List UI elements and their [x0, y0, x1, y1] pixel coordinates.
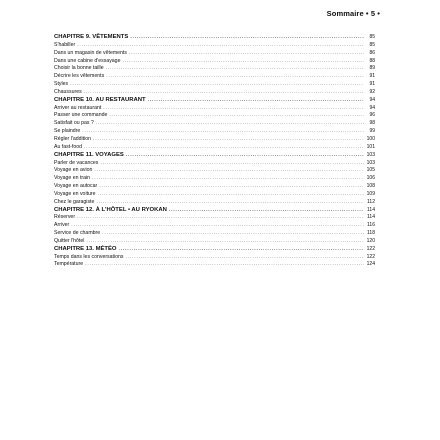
toc-entry-title: Voyage en voiture — [54, 190, 96, 197]
toc-page-number: 108 — [366, 183, 375, 190]
toc-page-number: 124 — [366, 261, 375, 268]
dot-leader — [129, 50, 364, 58]
toc-page-number: 118 — [367, 230, 375, 237]
toc-page-number: 103 — [366, 159, 375, 166]
dot-leader — [122, 58, 364, 66]
dot-leader — [96, 120, 364, 128]
toc-page-number: 106 — [366, 175, 375, 182]
toc-page-number: 109 — [366, 190, 375, 197]
running-header: Sommaire • 5 • — [326, 9, 380, 18]
toc-page-number: 91 — [369, 81, 375, 88]
dot-leader — [70, 81, 364, 89]
toc-entry-title: Voyage en train — [54, 175, 91, 182]
toc-entry-title: Régler l'addition — [54, 135, 92, 142]
toc-entry-title: CHAPITRE 13. MÉTÉO — [54, 245, 117, 252]
toc-entry — [54, 199, 375, 207]
toc-page-number: 88 — [369, 57, 375, 64]
dot-leader — [100, 160, 364, 168]
toc-entry-title: Voyage en avion — [54, 167, 93, 174]
toc-chapter-heading — [54, 34, 375, 42]
toc-page-number: 85 — [369, 34, 375, 40]
toc-page-number: 101 — [366, 143, 375, 150]
dot-leader — [93, 136, 364, 144]
toc-entry — [54, 136, 375, 144]
toc-page-number: 116 — [367, 222, 375, 229]
toc-page-number: 85 — [369, 41, 375, 48]
dot-leader — [148, 97, 364, 105]
toc-entry-title: Satisfait ou pas ? — [54, 120, 94, 127]
toc-page-number: 105 — [366, 167, 375, 174]
toc-chapter-heading — [54, 207, 375, 215]
dot-leader — [103, 105, 364, 113]
toc-entry — [54, 73, 375, 81]
toc-chapter-heading — [54, 97, 375, 105]
toc-page-number: 120 — [366, 237, 375, 244]
toc-page-number: 99 — [369, 128, 375, 135]
dot-leader — [77, 42, 364, 50]
dot-leader — [130, 34, 364, 42]
toc-entry-title: Voyage en autocar — [54, 183, 98, 190]
toc-entry — [54, 128, 375, 136]
dot-leader — [106, 73, 364, 81]
toc-entry-title: CHAPITRE 9. VÊTEMENTS — [54, 34, 129, 40]
toc-entry-title: Service de chambre — [54, 230, 101, 237]
toc-entry-title: CHAPITRE 11. VOYAGES — [54, 151, 124, 158]
toc-entry — [54, 42, 375, 50]
toc-entry-title: Choisir la bonne taille — [54, 65, 104, 72]
toc-entry-title: Au fast-food — [54, 143, 82, 150]
toc-page-number: 114 — [367, 214, 375, 221]
toc-page-number: 91 — [369, 73, 375, 80]
toc-entry-title: CHAPITRE 12. À L'HÔTEL • AU RYOKAN — [54, 206, 167, 213]
toc-entry — [54, 50, 375, 58]
dot-leader — [102, 230, 364, 238]
table-of-contents — [54, 34, 375, 269]
toc-entry — [54, 58, 375, 66]
toc-chapter-heading — [54, 152, 375, 160]
dot-leader — [126, 254, 365, 262]
dot-leader — [126, 152, 364, 160]
toc-entry-title: Passer une commande — [54, 112, 108, 119]
toc-page-number: 96 — [369, 112, 375, 119]
dot-leader — [77, 214, 364, 222]
toc-page-number: 103 — [366, 151, 375, 158]
toc-entry — [54, 175, 375, 183]
dot-leader — [106, 65, 364, 73]
toc-entry-title: Parler de vacances — [54, 159, 99, 166]
toc-page-number: 89 — [369, 65, 375, 72]
toc-entry — [54, 65, 375, 73]
dot-leader — [119, 246, 364, 254]
dot-leader — [84, 144, 364, 152]
toc-page-number: 94 — [369, 104, 375, 111]
toc-page-number: 100 — [366, 135, 375, 142]
dot-leader — [92, 175, 364, 183]
toc-entry-title: Arriver au restaurant — [54, 104, 102, 111]
toc-chapter-heading — [54, 246, 375, 254]
toc-entry — [54, 222, 375, 230]
toc-page-number: 86 — [369, 49, 375, 56]
toc-entry — [54, 89, 375, 97]
toc-entry — [54, 238, 375, 246]
toc-entry-title: Décrire les vêtements — [54, 73, 105, 80]
toc-entry — [54, 183, 375, 191]
toc-entry-title: Quitter l'hôtel — [54, 237, 85, 244]
toc-entry — [54, 112, 375, 120]
toc-entry-title: Chaussures — [54, 88, 82, 95]
toc-entry — [54, 160, 375, 168]
toc-entry — [54, 167, 375, 175]
toc-entry-title: Dans une cabine d'essayage — [54, 57, 121, 64]
toc-entry-title: Arriver — [54, 222, 70, 229]
dot-leader — [85, 261, 364, 269]
toc-entry-title: Styles — [54, 81, 69, 88]
toc-entry-title: Se plaindre — [54, 128, 81, 135]
toc-entry-title: Chez le garagiste — [54, 198, 95, 205]
toc-page-number: 114 — [367, 206, 375, 213]
toc-page-number: 98 — [369, 120, 375, 127]
toc-entry — [54, 144, 375, 152]
toc-entry — [54, 191, 375, 199]
dot-leader — [71, 222, 364, 230]
dot-leader — [169, 207, 364, 215]
dot-leader — [99, 183, 364, 191]
toc-page-number: 92 — [369, 88, 375, 95]
toc-entry-title: CHAPITRE 10. AU RESTAURANT — [54, 96, 146, 103]
toc-entry — [54, 105, 375, 113]
toc-entry — [54, 214, 375, 222]
toc-entry-title: Réserver — [54, 214, 76, 221]
dot-leader — [82, 128, 364, 136]
toc-entry — [54, 120, 375, 128]
toc-entry-title: S'habiller — [54, 41, 76, 48]
toc-entry-title: Dans un magasin de vêtements — [54, 49, 127, 56]
dot-leader — [86, 238, 364, 246]
toc-entry — [54, 254, 375, 262]
toc-page-number: 122 — [366, 245, 375, 252]
dot-leader — [98, 191, 364, 199]
toc-entry — [54, 261, 375, 269]
toc-entry — [54, 230, 375, 238]
dot-leader — [109, 112, 364, 120]
toc-page-number: 112 — [367, 198, 375, 205]
dot-leader — [84, 89, 364, 97]
toc-page-number: 94 — [369, 96, 375, 103]
toc-entry — [54, 81, 375, 89]
toc-entry-title: Temps dans les conversations — [54, 253, 124, 260]
dot-leader — [96, 199, 364, 207]
toc-entry-title: Température — [54, 261, 84, 268]
dot-leader — [94, 167, 364, 175]
toc-page-number: 122 — [366, 253, 375, 260]
